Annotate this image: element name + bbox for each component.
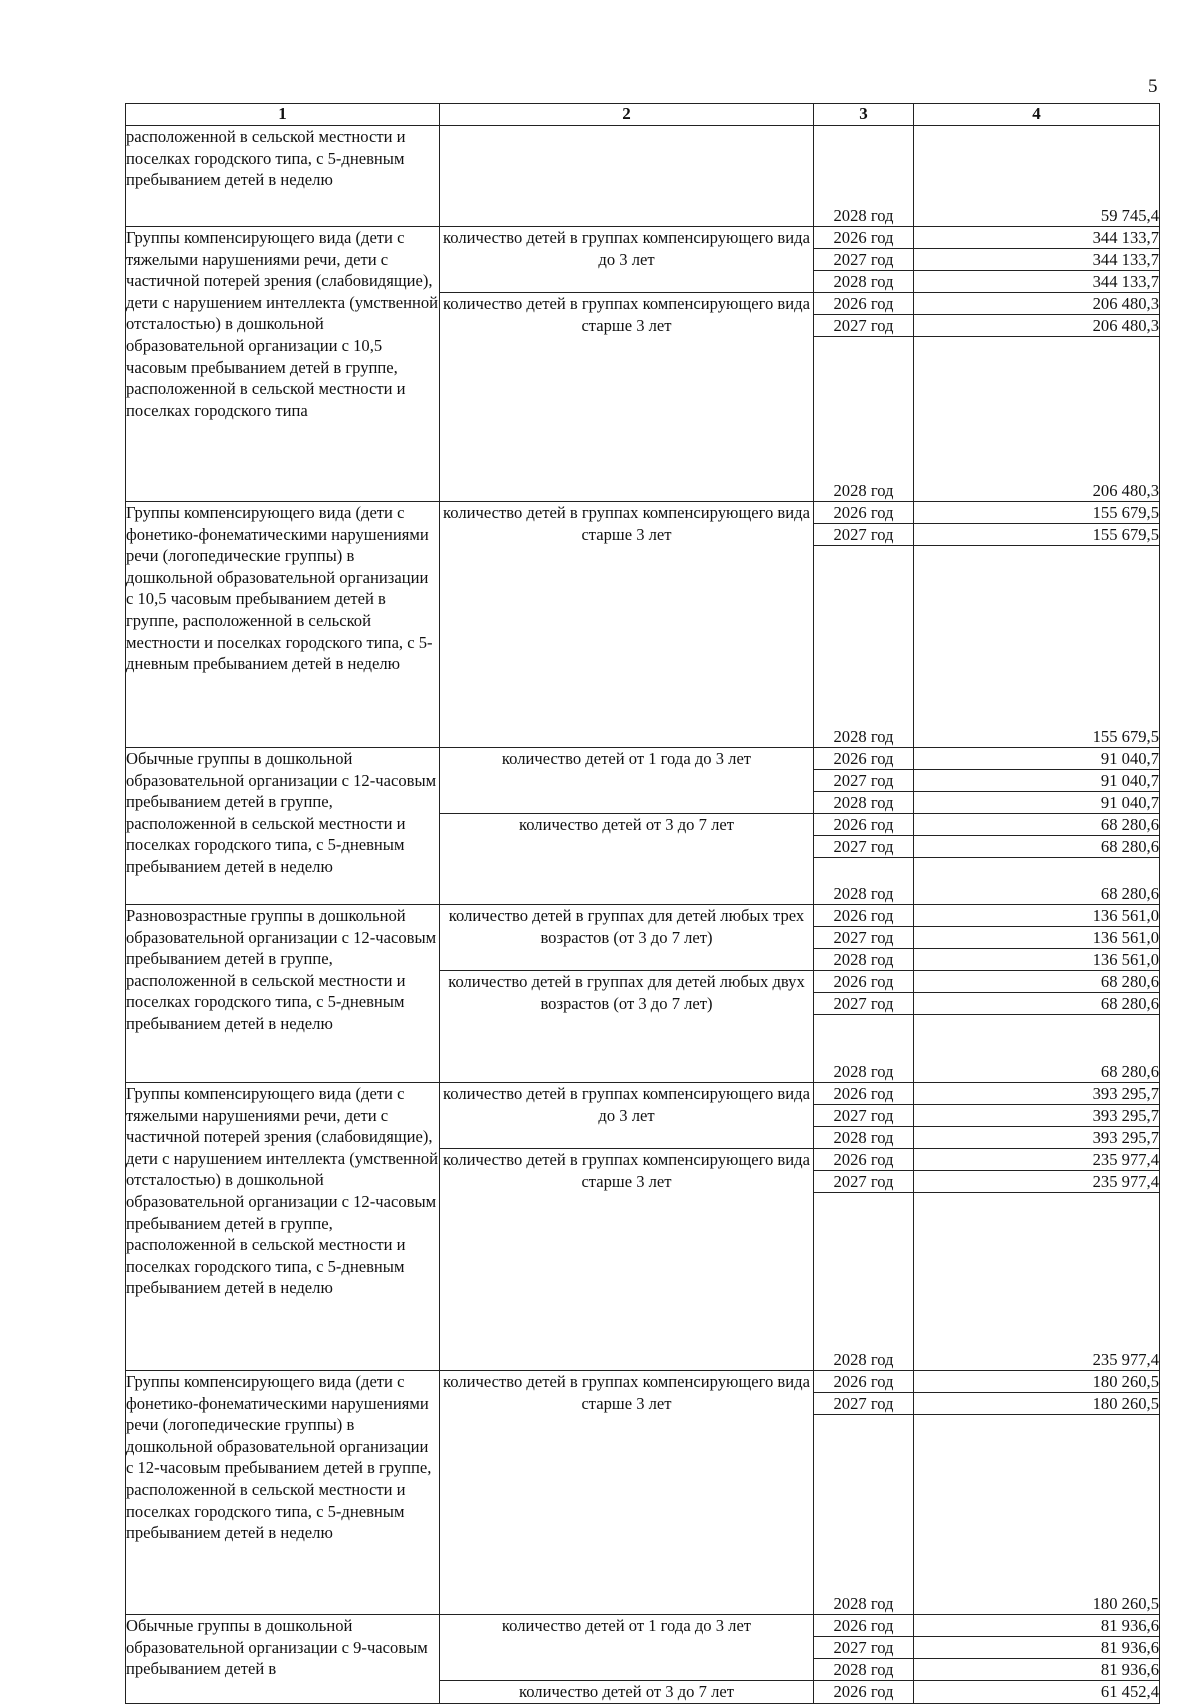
year-cell: 2027 год — [814, 1393, 914, 1415]
column-header-3: 3 — [814, 104, 914, 126]
year-cell: 2026 год — [814, 1149, 914, 1171]
value-cell: 344 133,7 — [914, 227, 1160, 249]
value-cell: 180 260,5 — [914, 1371, 1160, 1393]
value-cell: 393 295,7 — [914, 1127, 1160, 1149]
year-cell: 2026 год — [814, 905, 914, 927]
page-number: 5 — [1148, 76, 1158, 97]
value-cell: 81 936,6 — [914, 1659, 1160, 1681]
table-row — [126, 502, 1160, 524]
table-row — [126, 1615, 1160, 1637]
year-cell: 2026 год — [814, 1615, 914, 1637]
value-cell: 393 295,7 — [914, 1083, 1160, 1105]
value-cell: 91 040,7 — [914, 748, 1160, 770]
year-cell: 2028 год — [814, 337, 914, 502]
value-cell: 180 260,5 — [914, 1415, 1160, 1615]
value-cell: 393 295,7 — [914, 1105, 1160, 1127]
year-cell: 2026 год — [814, 1083, 914, 1105]
year-cell: 2028 год — [814, 1415, 914, 1615]
indicator-cell: количество детей от 1 года до 3 лет — [440, 1615, 814, 1681]
value-cell: 68 280,6 — [914, 814, 1160, 836]
indicator-cell: количество детей в группах компенсирующего вида до 3 лет — [440, 227, 814, 293]
value-cell: 180 260,5 — [914, 1393, 1160, 1415]
value-cell: 59 745,4 — [914, 126, 1160, 227]
column-header-4: 4 — [914, 104, 1160, 126]
year-cell: 2027 год — [814, 1171, 914, 1193]
year-cell: 2028 год — [814, 858, 914, 905]
indicator-cell: количество детей от 1 года до 3 лет — [440, 748, 814, 814]
indicator-cell: количество детей в группах компенсирующего вида старше 3 лет — [440, 1371, 814, 1615]
year-cell: 2027 год — [814, 315, 914, 337]
year-cell: 2027 год — [814, 770, 914, 792]
year-cell: 2026 год — [814, 1681, 914, 1704]
indicator-cell: количество детей от 3 до 7 лет — [440, 1681, 814, 1704]
indicator-cell: количество детей в группах для детей любых трех возрастов (от 3 до 7 лет) — [440, 905, 814, 971]
year-cell: 2026 год — [814, 814, 914, 836]
value-cell: 136 561,0 — [914, 949, 1160, 971]
indicator-cell: количество детей от 3 до 7 лет — [440, 814, 814, 905]
indicator-cell: количество детей в группах компенсирующего вида старше 3 лет — [440, 1149, 814, 1371]
year-cell: 2026 год — [814, 293, 914, 315]
category-cell: Группы компенсирующего вида (дети с фонетико-фонематическими нарушениями речи (логопедические группы) в дошкольной образовательной организации с 12-часовым пребыванием детей в группе, расположенной в сельской местности и поселках городского типа, с 5-дневным пребыванием детей в неделю — [126, 1371, 440, 1615]
value-cell: 68 280,6 — [914, 858, 1160, 905]
value-cell: 344 133,7 — [914, 249, 1160, 271]
data-table — [125, 103, 1160, 1704]
table-row — [126, 126, 1160, 227]
year-cell: 2027 год — [814, 993, 914, 1015]
year-cell: 2026 год — [814, 227, 914, 249]
category-cell: Группы компенсирующего вида (дети с тяжелыми нарушениями речи, дети с частичной потерей зрения (слабовидящие), дети с нарушением интеллекта (умственной отсталостью) в дошкольной образовательной организации с 10,5 часовым пребыванием детей в группе, расположенной в сельской местности и поселках городского типа — [126, 227, 440, 502]
year-cell: 2028 год — [814, 546, 914, 748]
year-cell: 2027 год — [814, 927, 914, 949]
value-cell: 68 280,6 — [914, 993, 1160, 1015]
year-cell: 2026 год — [814, 971, 914, 993]
value-cell: 206 480,3 — [914, 293, 1160, 315]
year-cell: 2028 год — [814, 792, 914, 814]
value-cell: 235 977,4 — [914, 1193, 1160, 1371]
value-cell: 81 936,6 — [914, 1615, 1160, 1637]
year-cell: 2028 год — [814, 1127, 914, 1149]
table-row — [126, 1083, 1160, 1105]
year-cell: 2028 год — [814, 1193, 914, 1371]
indicator-cell: количество детей в группах компенсирующего вида до 3 лет — [440, 1083, 814, 1149]
table-row — [126, 748, 1160, 770]
value-cell: 206 480,3 — [914, 337, 1160, 502]
indicator-cell: количество детей в группах компенсирующего вида старше 3 лет — [440, 502, 814, 748]
value-cell: 155 679,5 — [914, 502, 1160, 524]
year-cell: 2028 год — [814, 949, 914, 971]
value-cell: 68 280,6 — [914, 971, 1160, 993]
year-cell: 2028 год — [814, 126, 914, 227]
value-cell: 344 133,7 — [914, 271, 1160, 293]
year-cell: 2027 год — [814, 249, 914, 271]
value-cell: 155 679,5 — [914, 546, 1160, 748]
category-cell: Группы компенсирующего вида (дети с тяжелыми нарушениями речи, дети с частичной потерей зрения (слабовидящие), дети с нарушением интеллекта (умственной отсталостью) в дошкольной образовательной организации с 12-часовым пребыванием детей в группе, расположенной в сельской местности и поселках городского типа, с 5-дневным пребыванием детей в неделю — [126, 1083, 440, 1371]
value-cell: 68 280,6 — [914, 836, 1160, 858]
value-cell: 68 280,6 — [914, 1015, 1160, 1083]
table-row — [126, 905, 1160, 927]
year-cell: 2026 год — [814, 502, 914, 524]
indicator-cell — [440, 126, 814, 227]
table-header-row — [126, 104, 1160, 126]
year-cell: 2027 год — [814, 1637, 914, 1659]
year-cell: 2026 год — [814, 1371, 914, 1393]
value-cell: 91 040,7 — [914, 792, 1160, 814]
value-cell: 235 977,4 — [914, 1149, 1160, 1171]
value-cell: 235 977,4 — [914, 1171, 1160, 1193]
category-cell: Разновозрастные группы в дошкольной образовательной организации с 12-часовым пребыванием детей в группе, расположенной в сельской местности и поселках городского типа, с 5-дневным пребыванием детей в неделю — [126, 905, 440, 1083]
value-cell: 61 452,4 — [914, 1681, 1160, 1704]
value-cell: 155 679,5 — [914, 524, 1160, 546]
value-cell: 206 480,3 — [914, 315, 1160, 337]
year-cell: 2027 год — [814, 1105, 914, 1127]
category-cell: Обычные группы в дошкольной образовательной организации с 9-часовым пребыванием детей в — [126, 1615, 440, 1704]
year-cell: 2027 год — [814, 524, 914, 546]
indicator-cell: количество детей в группах компенсирующего вида старше 3 лет — [440, 293, 814, 502]
table-row — [126, 227, 1160, 249]
indicator-cell: количество детей в группах для детей любых двух возрастов (от 3 до 7 лет) — [440, 971, 814, 1083]
category-cell: Группы компенсирующего вида (дети с фонетико-фонематическими нарушениями речи (логопедические группы) в дошкольной образовательной организации с 10,5 часовым пребыванием детей в группе, расположенной в сельской местности и поселках городского типа, с 5-дневным пребыванием детей в неделю — [126, 502, 440, 748]
value-cell: 136 561,0 — [914, 905, 1160, 927]
value-cell: 91 040,7 — [914, 770, 1160, 792]
table-row — [126, 1371, 1160, 1393]
year-cell: 2028 год — [814, 271, 914, 293]
category-cell: расположенной в сельской местности и поселках городского типа, с 5-дневным пребыванием детей в неделю — [126, 126, 440, 227]
value-cell: 81 936,6 — [914, 1637, 1160, 1659]
year-cell: 2028 год — [814, 1015, 914, 1083]
column-header-2: 2 — [440, 104, 814, 126]
year-cell: 2028 год — [814, 1659, 914, 1681]
category-cell: Обычные группы в дошкольной образовательной организации с 12-часовым пребыванием детей в группе, расположенной в сельской местности и поселках городского типа, с 5-дневным пребыванием детей в неделю — [126, 748, 440, 905]
column-header-1: 1 — [126, 104, 440, 126]
year-cell: 2026 год — [814, 748, 914, 770]
value-cell: 136 561,0 — [914, 927, 1160, 949]
year-cell: 2027 год — [814, 836, 914, 858]
